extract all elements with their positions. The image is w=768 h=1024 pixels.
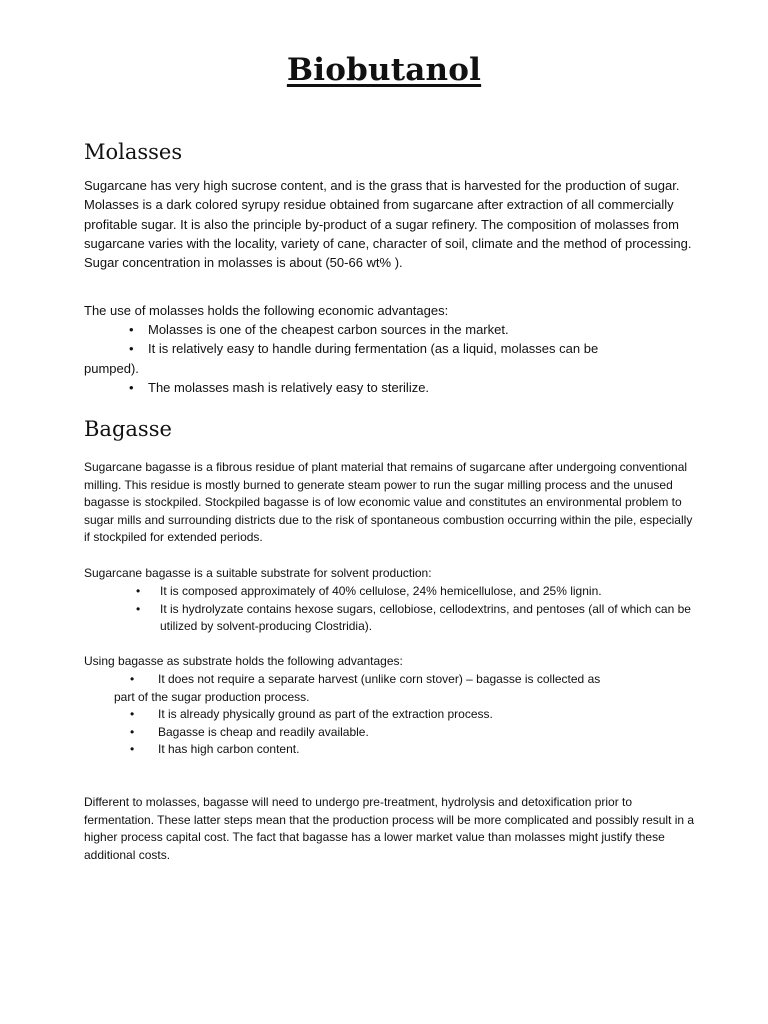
- bagasse-advantages-list: [114, 671, 696, 759]
- bullet-icon: •: [136, 601, 141, 616]
- bullet-icon: •: [129, 341, 134, 357]
- list-item-continuation: [114, 689, 696, 707]
- bagasse-substrate-intro: Sugarcane bagasse is a suitable substrate for solvent production:: [84, 566, 432, 580]
- bullet-icon: •: [130, 672, 135, 686]
- molasses-advantages-intro: The use of molasses holds the following economic advantages:: [84, 303, 449, 318]
- list-item-text: pumped).: [84, 360, 139, 376]
- molasses-advantages-list: [84, 320, 684, 397]
- list-item-text: Molasses is one of the cheapest carbon sources in the market.: [148, 322, 509, 337]
- list-item: [84, 339, 684, 358]
- molasses-heading: Molasses: [84, 140, 183, 164]
- list-item-text: It has high carbon content.: [158, 742, 300, 757]
- bagasse-advantages-intro: Using bagasse as substrate holds the following advantages:: [84, 654, 403, 668]
- molasses-paragraph: Sugarcane has very high sucrose content, and is the grass that is harvested for the production of sugar. Molasses is a dark colored syrupy residue obtained from sugarcane after extraction of all commercially profitable sugar. It is also the principle by-product of a sugar refinery. The composition of molasses from sugarcane varies with the locality, variety of cane, character of soil, climate and the method of processing. Sugar concentration in molasses is about (50-66 wt% ).: [84, 178, 692, 271]
- list-item-text: part of the sugar production process.: [114, 689, 310, 704]
- list-item-text: It does not require a separate harvest (unlike corn stover) – bagasse is collected as: [158, 672, 601, 686]
- bullet-icon: •: [130, 742, 135, 757]
- list-item: [114, 706, 696, 724]
- bagasse-paragraph: Sugarcane bagasse is a fibrous residue of plant material that remains of sugarcane after undergoing conventional milling. This residue is mostly burned to generate steam power to run the sugar milling process and the unused bagasse is stockpiled. Stockpiled bagasse is of low economic value and constitutes an environmental problem to sugar mills and surrounding districts due to the risk of spontaneous combustion occurring within the pile, especially if stockpiled for extended periods.: [84, 460, 693, 545]
- bullet-icon: •: [129, 322, 134, 337]
- list-item-text: The molasses mash is relatively easy to sterilize.: [148, 379, 430, 395]
- bagasse-heading: Bagasse: [84, 417, 172, 441]
- bullet-icon: •: [130, 707, 135, 722]
- list-item-text: It is composed approximately of 40% cellulose, 24% hemicellulose, and 25% lignin.: [160, 584, 602, 598]
- list-item-continuation: [84, 359, 684, 378]
- list-item-text: It is relatively easy to handle during fermentation (as a liquid, molasses can be: [148, 341, 599, 357]
- list-item: [84, 583, 696, 601]
- bullet-icon: •: [136, 584, 141, 598]
- list-item-text: It is already physically ground as part of the extraction process.: [158, 707, 493, 722]
- list-item-text: Bagasse is cheap and readily available.: [158, 724, 369, 739]
- bagasse-substrate-list: [84, 583, 696, 636]
- list-item: [84, 320, 684, 339]
- list-item-text: It is hydrolyzate contains hexose sugars, cellobiose, cellodextrins, and pentoses (all of which can be utilized by solvent-producing Clostridia).: [160, 601, 691, 634]
- list-item: [84, 601, 696, 636]
- list-item: [114, 671, 696, 689]
- list-item: [114, 741, 696, 759]
- bullet-icon: •: [129, 379, 134, 395]
- bullet-icon: •: [130, 724, 135, 739]
- bagasse-closing-paragraph: Different to molasses, bagasse will need to undergo pre-treatment, hydrolysis and detoxification prior to fermentation. These latter steps mean that the production process will be more complicated and possibly result in a higher process capital cost. The fact that bagasse has a lower market value than molasses might justify these additional costs.: [84, 795, 695, 862]
- list-item: [84, 378, 684, 397]
- document-title: Biobutanol: [286, 52, 482, 88]
- list-item: [114, 724, 696, 742]
